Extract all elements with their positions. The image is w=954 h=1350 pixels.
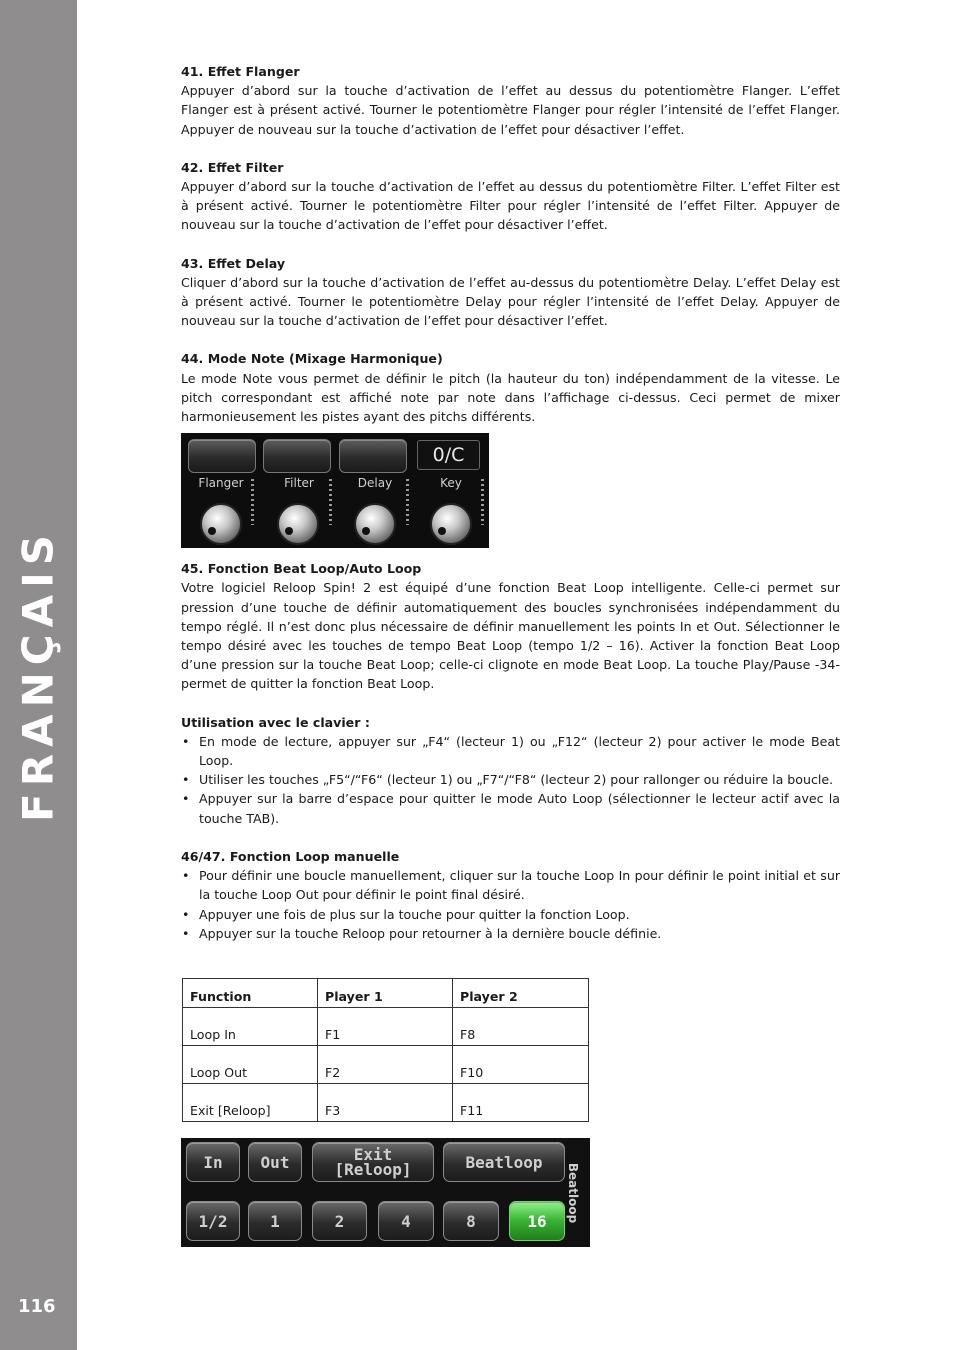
effects-panel-image xyxy=(181,433,489,548)
delay-knob[interactable] xyxy=(354,503,396,545)
table-row xyxy=(183,1046,589,1084)
exit-reloop-button[interactable] xyxy=(312,1142,434,1182)
section-44 xyxy=(181,349,840,426)
section-45 xyxy=(181,559,840,693)
section-title: 44. Mode Note (Mixage Harmonique) xyxy=(181,351,443,367)
sidebar xyxy=(0,0,77,1350)
section-43 xyxy=(181,254,840,331)
list-item: • Appuyer sur la touche Reloop pour retourner à la dernière boucle définie. xyxy=(181,924,840,943)
section-text: Appuyer d’abord sur la touche d’activation de l’effet au dessus du potentiomètre Filter. L’effet Filter est à présent activé. Tourner le potentiomètre Filter pour régler l’intensité de l’effet Filter. Appuyer de nouveau sur la touche d’activation de l’effet pour désactiver l’effet. xyxy=(181,179,840,233)
table-row xyxy=(183,1084,589,1122)
section-text: Le mode Note vous permet de définir le pitch (la hauteur du ton) indépendamment de la vitesse. Le pitch correspondant est affiché note par note dans l’affichage ci-dessus. Ceci permet de mixer harmonieusement les pistes ayant des pitchs différents. xyxy=(181,370,840,425)
delay-label: Delay xyxy=(357,476,393,490)
table-cell: F2 xyxy=(318,1046,453,1084)
flanger-label: Flanger xyxy=(198,476,244,490)
section-46-47 xyxy=(181,847,840,943)
table-cell: Loop In xyxy=(183,1008,318,1046)
list-item: • Pour définir une boucle manuellement, cliquer sur la touche Loop In pour définir le point initial et sur la touche Loop Out pour définir le point final désiré. xyxy=(181,866,840,904)
list-item: • En mode de lecture, appuyer sur „F4“ (lecteur 1) ou „F12“ (lecteur 2) pour activer le mode Beat Loop. xyxy=(181,732,840,770)
list-item: • Appuyer une fois de plus sur la touche pour quitter la fonction Loop. xyxy=(181,905,840,924)
loop-panel-image xyxy=(181,1138,590,1247)
section-title: 41. Effet Flanger xyxy=(181,64,300,79)
loop-out-button[interactable]: Out xyxy=(248,1142,302,1182)
section-title: 42. Effet Filter xyxy=(181,159,284,175)
tempo-button-16-active[interactable]: 16 xyxy=(509,1201,565,1241)
section-42 xyxy=(181,158,840,235)
table-row xyxy=(183,1008,589,1046)
key-label: Key xyxy=(440,476,462,490)
level-dots xyxy=(329,479,332,525)
tempo-button-8[interactable]: 8 xyxy=(443,1201,499,1241)
page-number: 116 xyxy=(18,1296,56,1317)
filter-activate-button[interactable] xyxy=(263,439,331,473)
beatloop-button[interactable]: Beatloop xyxy=(443,1142,565,1182)
tempo-button-half[interactable]: 1/2 xyxy=(186,1201,240,1241)
section-keyboard xyxy=(181,713,840,828)
section-title: 45. Fonction Beat Loop/Auto Loop xyxy=(181,561,422,577)
flanger-activate-button[interactable] xyxy=(188,439,256,473)
exit-label: Exit xyxy=(353,1145,393,1164)
table-cell: F3 xyxy=(318,1084,453,1122)
table-cell: Exit [Reloop] xyxy=(183,1084,318,1122)
loop-in-button[interactable]: In xyxy=(186,1142,240,1182)
table-header: Player 1 xyxy=(318,979,453,1008)
tempo-button-1[interactable]: 1 xyxy=(248,1201,302,1241)
tempo-button-4[interactable]: 4 xyxy=(378,1201,434,1241)
key-display: 0/C xyxy=(417,440,480,470)
delay-activate-button[interactable] xyxy=(339,439,407,473)
flanger-knob[interactable] xyxy=(200,503,242,545)
level-dots xyxy=(406,479,409,525)
section-text: Appuyer d’abord sur la touche d’activation de l’effet au dessus du potentiomètre Flanger. L’effet Flanger est à présent activé. Tourner le potentiomètre Flanger pour régler l’intensité de l’effet Flanger. Appuyer de nouveau sur la touche d’activation de l’effet pour désactiver l’effet. xyxy=(181,83,840,137)
keyboard-list xyxy=(181,732,840,828)
table-cell: F8 xyxy=(453,1008,589,1046)
table-header: Function xyxy=(183,979,318,1008)
loop-function-table xyxy=(182,978,589,1122)
reloop-label: [Reloop] xyxy=(334,1160,412,1179)
section-title: Utilisation avec le clavier : xyxy=(181,714,370,730)
beatloop-side-label: Beatloop xyxy=(566,1162,580,1224)
filter-knob[interactable] xyxy=(277,503,319,545)
level-dots xyxy=(481,479,484,525)
table-cell: F1 xyxy=(318,1008,453,1046)
list-item: • Appuyer sur la barre d’espace pour quitter le mode Auto Loop (sélectionner le lecteur actif avec la touche TAB). xyxy=(181,789,840,827)
table-cell: F10 xyxy=(453,1046,589,1084)
section-title: 43. Effet Delay xyxy=(181,255,286,271)
section-title: 46/47. Fonction Loop manuelle xyxy=(181,848,400,864)
filter-label: Filter xyxy=(284,476,314,490)
manual-loop-list xyxy=(181,866,840,943)
section-text: Cliquer d’abord sur la touche d’activation de l’effet au-dessus du potentiomètre Delay. L’effet Delay est à présent activé. Tourner le potentiomètre Delay pour régler l’intensité de l’effet Delay. Appuyer de nouveau sur la touche d’activation de l’effet pour désactiver l’effet. xyxy=(181,274,840,329)
section-text: Votre logiciel Reloop Spin! 2 est équipé d’une fonction Beat Loop intelligente. Celle-ci permet sur pression d’une touche de définir automatiquement des boucles synchronisées indépendamment du tempo réglé. Il n’est donc plus nécessaire de définir manuellement les points In et Out. Sélectionner le tempo désiré avec les touches de tempo Beat Loop (tempo 1/2 – 16). Activer la fonction Beat Loop d’une pression sur la touche Beat Loop; celle-ci clignote en mode Beat Loop. La touche Play/Pause -34- permet de quitter la fonction Beat Loop. xyxy=(181,580,840,692)
language-title: FRANÇAIS xyxy=(13,528,63,822)
key-knob[interactable] xyxy=(430,503,472,545)
section-41 xyxy=(181,62,840,139)
level-dots xyxy=(251,479,254,525)
table-cell: F11 xyxy=(453,1084,589,1122)
table-header-row xyxy=(183,979,589,1008)
list-item: • Utiliser les touches „F5“/“F6“ (lecteur 1) ou „F7“/“F8“ (lecteur 2) pour rallonger ou réduire la boucle. xyxy=(181,770,840,789)
tempo-button-2[interactable]: 2 xyxy=(312,1201,367,1241)
table-header: Player 2 xyxy=(453,979,589,1008)
table-cell: Loop Out xyxy=(183,1046,318,1084)
